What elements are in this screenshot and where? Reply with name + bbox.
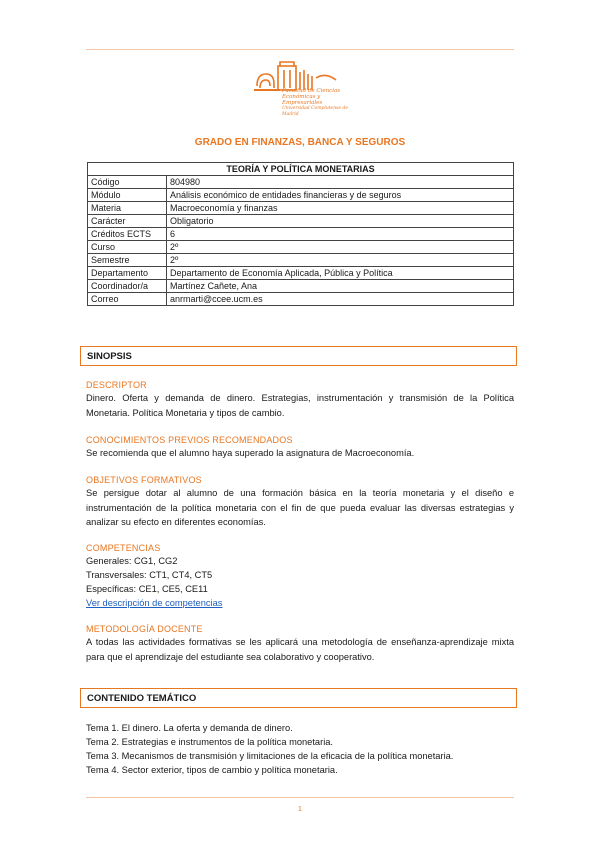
contenido-heading: CONTENIDO TEMÁTICO: [80, 688, 517, 708]
row-key: Coordinador/a: [88, 280, 167, 293]
objetivos-heading: OBJETIVOS FORMATIVOS: [86, 475, 202, 485]
competencias-link[interactable]: Ver descripción de competencias: [86, 598, 223, 608]
table-row: [88, 176, 514, 189]
row-value: Análisis económico de entidades financieras y de seguros: [167, 189, 514, 202]
row-key: Curso: [88, 241, 167, 254]
row-key: Materia: [88, 202, 167, 215]
row-value: Departamento de Economía Aplicada, Pública y Política: [167, 267, 514, 280]
table-row: [88, 189, 514, 202]
logo-caption-line: Universidad Complutense de Madrid: [282, 106, 349, 117]
page-number: 1: [298, 806, 302, 813]
row-value: 2º: [167, 241, 514, 254]
row-key: Carácter: [88, 215, 167, 228]
degree-title: GRADO EN FINANZAS, BANCA Y SEGUROS: [194, 137, 406, 148]
conocimientos-text: Se recomienda que el alumno haya superado la asignatura de Macroeconomía.: [86, 448, 415, 458]
tema-item: Tema 4. Sector exterior, tipos de cambio y política monetaria.: [86, 765, 338, 775]
logo-caption: [282, 88, 352, 118]
metodologia-text: A todas las actividades formativas se les aplicará una metodología de enseñanza-aprendizaje mixta para que el aprendizaje del estudiante sea colaborativo y cooperativo.: [86, 637, 514, 662]
logo-caption-line: Facultad de Ciencias: [282, 88, 341, 94]
table-row: [88, 254, 514, 267]
competencias-generales: Generales: CG1, CG2: [86, 556, 178, 566]
competencias-transversales: Transversales: CT1, CT4, CT5: [86, 570, 213, 580]
descriptor-heading: DESCRIPTOR: [86, 380, 147, 390]
row-value: 2º: [167, 254, 514, 267]
row-value: Martínez Cañete, Ana: [167, 280, 514, 293]
objetivos-text: Se persigue dotar al alumno de una formación básica en la teoría monetaria y el diseño e instrumentación de la política monetaria con el fin de que pueda evaluar las diversas estrategias y analizar su efecto en diferentes economías.: [86, 488, 514, 527]
row-value: Obligatorio: [167, 215, 514, 228]
table-row: [88, 267, 514, 280]
tema-item: Tema 2. Estrategias e instrumentos de la política monetaria.: [86, 737, 334, 747]
table-row: [88, 241, 514, 254]
conocimientos-heading: CONOCIMIENTOS PREVIOS RECOMENDADOS: [86, 435, 293, 445]
sinopsis-heading: SINOPSIS: [80, 346, 517, 366]
row-value: 804980: [167, 176, 514, 189]
course-info-table: [87, 162, 514, 306]
course-title: TEORÍA Y POLÍTICA MONETARIAS: [88, 163, 514, 176]
tema-item: Tema 1. El dinero. La oferta y demanda de dinero.: [86, 723, 293, 733]
competencias-especificas: Específicas: CE1, CE5, CE11: [86, 584, 208, 594]
table-row: [88, 293, 514, 306]
row-value: anrmarti@ccee.ucm.es: [167, 293, 514, 306]
descriptor-text: Dinero. Oferta y demanda de dinero. Estrategias, instrumentación y transmisión de la Política Monetaria. Política Monetaria y tipos de cambio.: [86, 393, 514, 418]
metodologia-heading: METODOLOGÍA DOCENTE: [86, 624, 203, 634]
row-key: Código: [88, 176, 167, 189]
tema-item: Tema 3. Mecanismos de transmisión y limitaciones de la eficacia de la política monetaria.: [86, 751, 454, 761]
competencias-heading: COMPETENCIAS: [86, 543, 161, 553]
footer-rule: [86, 797, 514, 798]
table-title-row: [88, 163, 514, 176]
table-row: [88, 280, 514, 293]
table-row: [88, 228, 514, 241]
table-row: [88, 202, 514, 215]
row-key: Departamento: [88, 267, 167, 280]
table-row: [88, 215, 514, 228]
row-key: Correo: [88, 293, 167, 306]
row-key: Semestre: [88, 254, 167, 267]
row-value: Macroeconomía y finanzas: [167, 202, 514, 215]
row-key: Módulo: [88, 189, 167, 202]
row-value: 6: [167, 228, 514, 241]
row-key: Créditos ECTS: [88, 228, 167, 241]
header-rule: [86, 49, 514, 50]
logo-caption-line: Económicas y Empresariales: [282, 94, 323, 106]
